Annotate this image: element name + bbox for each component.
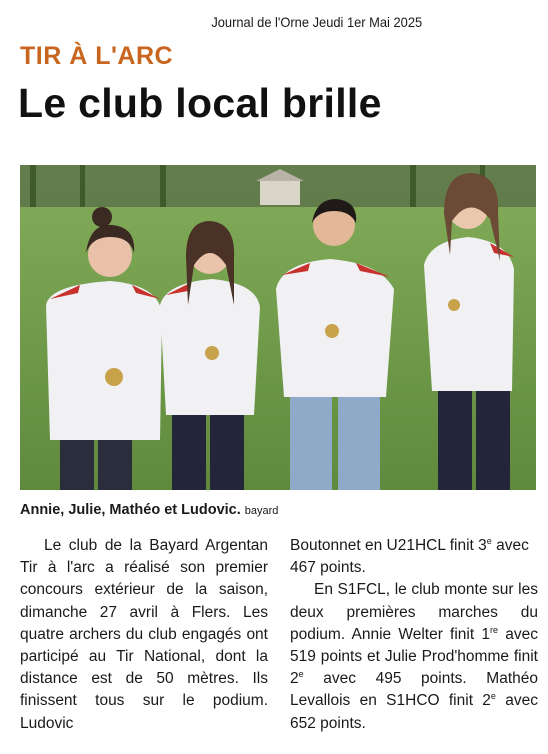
article-paragraph-2 bbox=[290, 579, 538, 734]
paragraph-1-end: avec 467 points. bbox=[290, 537, 529, 577]
article-column-1 bbox=[20, 535, 268, 735]
paragraph-2-text-b: avec 519 points et Julie Prod'homme finit 2 bbox=[290, 625, 538, 688]
paragraph-2-text-d: avec 652 points. bbox=[290, 692, 538, 732]
article-paragraph-1-continued bbox=[290, 535, 538, 579]
caption-names: Annie, Julie, Mathéo et Ludovic. bbox=[20, 502, 241, 518]
newspaper-source-line: Journal de l'Orne Jeudi 1er Mai 2025 bbox=[211, 14, 422, 30]
archers-photo bbox=[20, 165, 536, 490]
ordinal-suffix: re bbox=[490, 624, 499, 635]
ordinal-suffix: e bbox=[490, 691, 496, 702]
section-rubric: TIR À L'ARC bbox=[20, 42, 174, 70]
article-column-2 bbox=[290, 535, 538, 735]
paragraph-1-continued-text: Boutonnet en U21HCL finit 3 bbox=[290, 537, 487, 554]
ordinal-suffix: e bbox=[298, 669, 304, 680]
paragraph-2-text-a: En S1FCL, le club monte sur les deux premières marches du podium. Annie Welter finit 1 bbox=[290, 581, 538, 643]
article-paragraph-1 bbox=[20, 535, 268, 735]
article-headline: Le club local brille bbox=[18, 80, 382, 126]
paragraph-1-text: Le club de la Bayard Argentan Tir à l'arc a réalisé son premier concours extérieur de la saison, dimanche 27 avril à Flers. Les quatre archers du club engagés ont participé au Tir National, dont la distance est de 50 mètres. Ils finissent tous sur le podium. Ludovic bbox=[20, 537, 268, 732]
photo-credit: bayard bbox=[244, 505, 279, 517]
photo-caption bbox=[20, 502, 278, 518]
paragraph-2-text-c: avec 495 points. Mathéo Levallois en S1HCO finit 2 bbox=[290, 670, 538, 710]
ordinal-suffix: e bbox=[486, 535, 492, 546]
